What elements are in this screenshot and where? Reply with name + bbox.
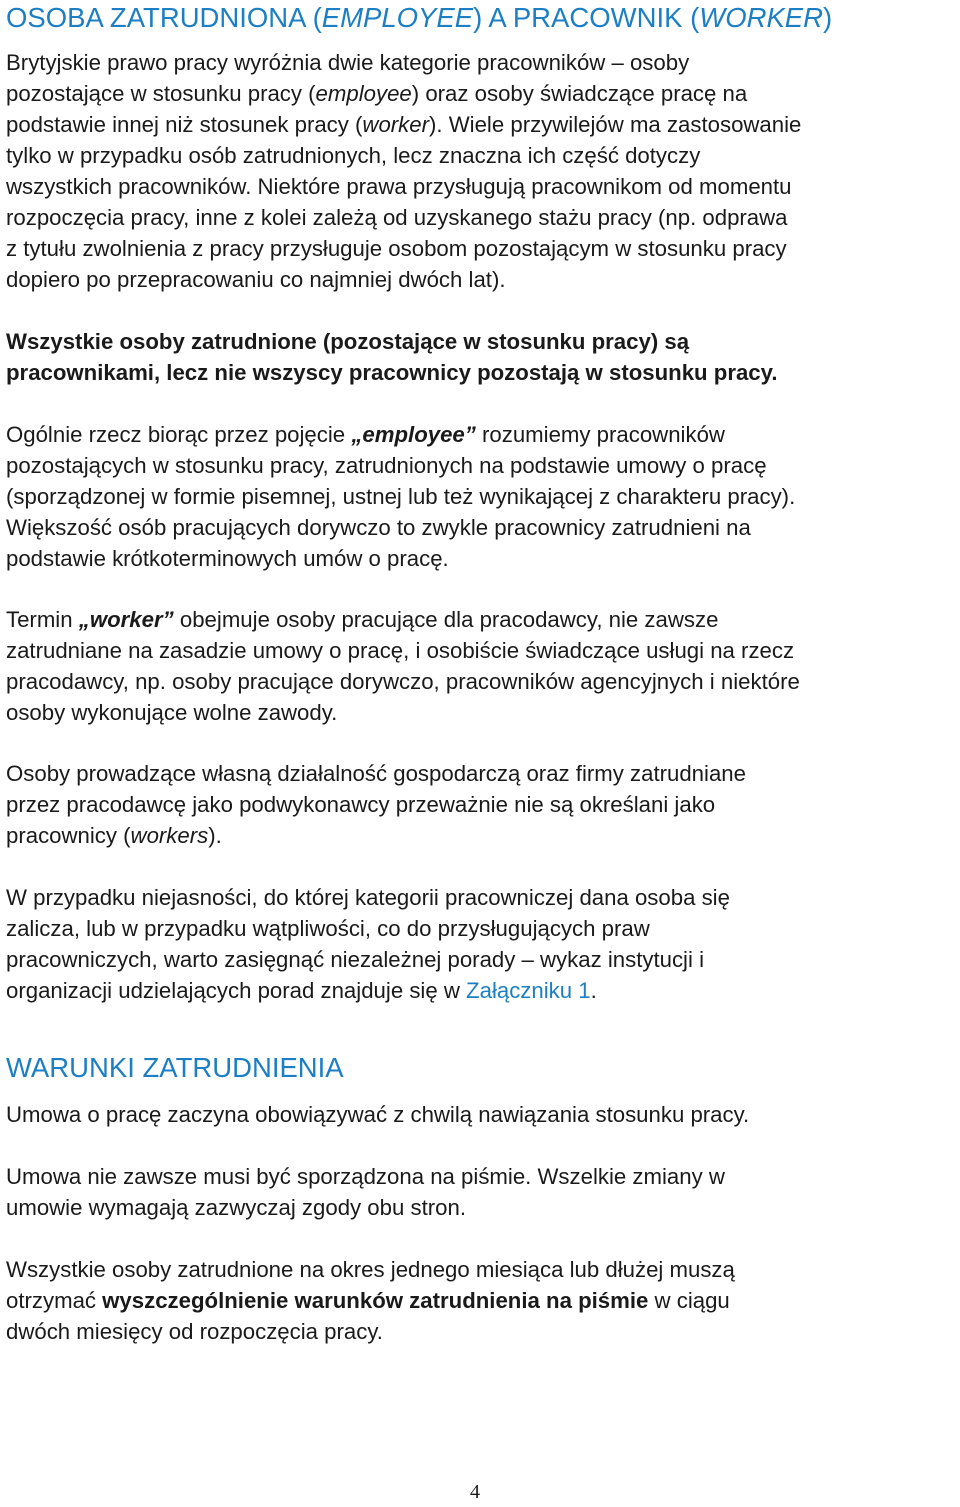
paragraph-written-statement: [6, 1254, 956, 1347]
term-worker: „worker”: [78, 607, 174, 632]
text-span: Ogólnie rzecz biorąc przez pojęcie: [6, 422, 352, 447]
heading-text: ): [822, 2, 833, 33]
text-line: wszystkich pracowników. Niektóre prawa przysługują pracownikom od momentu: [6, 174, 792, 199]
text-line: zalicza, lub w przypadku wątpliwości, co do przysługujących praw: [6, 916, 650, 941]
text-span: obejmuje osoby pracujące dla pracodawcy, nie zawsze: [173, 607, 719, 632]
text-line: z tytułu zwolnienia z pracy przysługuje osobom pozostającym w stosunku pracy: [6, 236, 787, 261]
section-heading-employee-worker: [6, 2, 832, 34]
heading-text: ) A PRACOWNIK (: [473, 2, 700, 33]
text-line: W przypadku niejasności, do której kategorii pracowniczej dana osoba się: [6, 885, 730, 910]
text-line: pracownikami, lecz nie wszyscy pracownicy pozostają w stosunku pracy.: [6, 360, 778, 385]
paragraph-contract-start: [6, 1099, 956, 1130]
text-span: pracownicy (: [6, 823, 131, 848]
page-number: 4: [470, 1481, 480, 1503]
text-line: Wszystkie osoby zatrudnione (pozostające w stosunku pracy) są: [6, 329, 690, 354]
text-span: pozostające w stosunku pracy (: [6, 81, 316, 106]
paragraph-employee-definition: [6, 419, 956, 574]
text-span: ).: [208, 823, 222, 848]
term-employee: employee: [315, 81, 412, 106]
text-span: w ciągu: [648, 1288, 730, 1313]
text-line: tylko w przypadku osób zatrudnionych, lecz znaczna ich część dotyczy: [6, 143, 701, 168]
term-workers: workers: [130, 823, 209, 848]
paragraph-self-employed: [6, 758, 956, 851]
paragraph-bold-summary: [6, 326, 956, 388]
paragraph-contract-form: [6, 1161, 956, 1223]
text-line: Osoby prowadzące własną działalność gospodarczą oraz firmy zatrudniane: [6, 761, 746, 786]
text-span: organizacji udzielających porad znajduje się w: [6, 978, 467, 1003]
term-worker: worker: [362, 112, 429, 137]
text-span: Termin: [6, 607, 79, 632]
text-line: pracodawcy, np. osoby pracujące dorywczo, pracowników agencyjnych i niektóre: [6, 669, 800, 694]
heading-term-worker: WORKER: [699, 2, 823, 33]
text-span: ) oraz osoby świadczące pracę na: [411, 81, 748, 106]
paragraph-worker-definition: [6, 604, 956, 728]
text-span: ). Wiele przywilejów ma zastosowanie: [429, 112, 802, 137]
text-line: [6, 109, 956, 140]
text-line: Umowa nie zawsze musi być sporządzona na piśmie. Wszelkie zmiany w: [6, 1164, 725, 1189]
text-line: przez pracodawcę jako podwykonawcy przeważnie nie są określani jako: [6, 792, 716, 817]
text-line: [6, 975, 956, 1006]
section-heading-conditions: WARUNKI ZATRUDNIENIA: [6, 1052, 344, 1083]
text-line: dwóch miesięcy od rozpoczęcia pracy.: [6, 1319, 383, 1344]
text-line: [6, 1285, 956, 1316]
text-line: Umowa o pracę zaczyna obowiązywać z chwilą nawiązania stosunku pracy.: [6, 1102, 750, 1127]
text-span: .: [590, 978, 597, 1003]
text-line: [6, 419, 956, 450]
text-line: Brytyjskie prawo pracy wyróżnia dwie kategorie pracowników – osoby: [6, 50, 690, 75]
text-line: umowie wymagają zazwyczaj zgody obu stron.: [6, 1195, 466, 1220]
heading-text: OSOBA ZATRUDNIONA (: [6, 2, 322, 33]
paragraph-advice: [6, 882, 956, 1006]
text-span: podstawie innej niż stosunek pracy (: [6, 112, 363, 137]
text-span: rozumiemy pracowników: [475, 422, 725, 447]
text-line: rozpoczęcia pracy, inne z kolei zależą od uzyskanego stażu pracy (np. odprawa: [6, 205, 788, 230]
appendix-link[interactable]: Załączniku 1: [466, 978, 591, 1003]
text-line: zatrudniane na zasadzie umowy o pracę, i osobiście świadczące usługi na rzecz: [6, 638, 795, 663]
text-line: Wszystkie osoby zatrudnione na okres jednego miesiąca lub dłużej muszą: [6, 1257, 735, 1282]
emphasis-text: wyszczególnienie warunków zatrudnienia na piśmie: [102, 1288, 649, 1313]
text-line: pracowniczych, warto zasięgnąć niezależnej porady – wykaz instytucji i: [6, 947, 704, 972]
text-line: [6, 78, 956, 109]
text-line: [6, 604, 956, 635]
paragraph-intro: [6, 47, 956, 295]
text-line: pozostających w stosunku pracy, zatrudnionych na podstawie umowy o pracę: [6, 453, 767, 478]
text-line: [6, 820, 956, 851]
text-line: osoby wykonujące wolne zawody.: [6, 700, 338, 725]
term-employee: „employee”: [351, 422, 476, 447]
text-line: (sporządzonej w formie pisemnej, ustnej lub też wynikającej z charakteru pracy).: [6, 484, 796, 509]
heading-term-employee: EMPLOYEE: [321, 2, 474, 33]
text-line: dopiero po przepracowaniu co najmniej dwóch lat).: [6, 267, 506, 292]
text-line: podstawie krótkoterminowych umów o pracę.: [6, 546, 449, 571]
text-line: Większość osób pracujących dorywczo to zwykle pracownicy zatrudnieni na: [6, 515, 751, 540]
text-span: otrzymać: [6, 1288, 103, 1313]
